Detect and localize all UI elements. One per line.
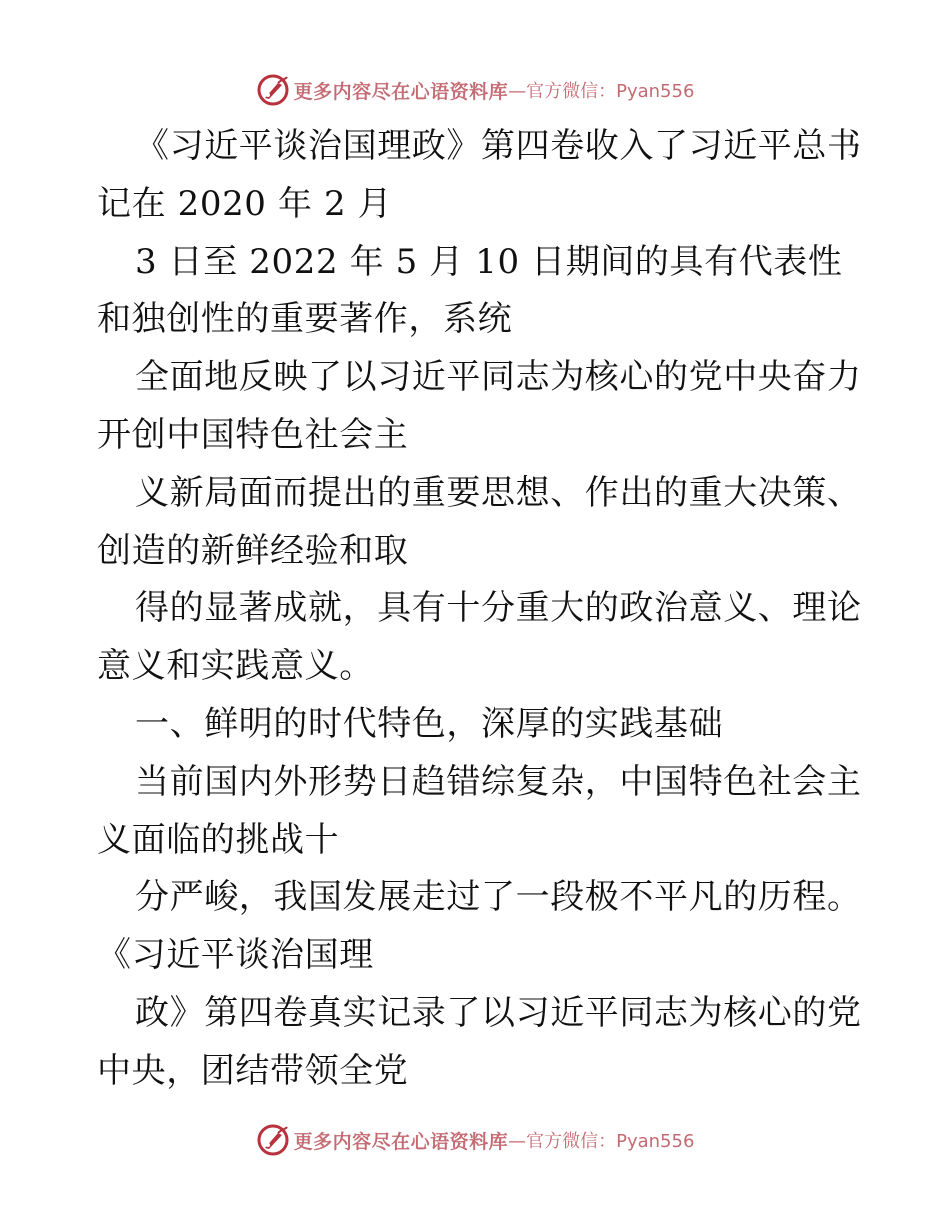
text-line: 分严峻，我国发展走过了一段极不平凡的历程。: [135, 877, 862, 918]
footer-subtext: —官方微信：Pyan556: [508, 1131, 695, 1152]
text-line: 政》第四卷真实记录了以习近平同志为核心的党: [135, 992, 862, 1033]
text-line: 意义和实践意义。: [97, 646, 374, 687]
text-line: 3 日至 2022 年 5 月 10 日期间的具有代表性: [135, 241, 843, 282]
document-body: [97, 118, 862, 1101]
header-text: 更多内容尽在心语资料库: [293, 80, 509, 103]
text-line: 开创中国特色社会主: [97, 414, 409, 455]
text-line: 义新局面而提出的重要思想、作出的重大决策、: [135, 472, 862, 513]
footer-text: 更多内容尽在心语资料库: [293, 1130, 509, 1153]
quill-logo-icon: [256, 73, 290, 107]
text-line: 《习近平谈治国理政》第四卷收入了习近平总书: [135, 126, 862, 166]
text-line: 《习近平谈治国理: [97, 935, 374, 976]
text-line: 义面临的挑战十: [97, 819, 340, 860]
text-line: 和独创性的重要著作，系统: [97, 299, 513, 340]
text-line: 创造的新鲜经验和取: [97, 530, 409, 571]
text-line: 一、鲜明的时代特色，深厚的实践基础: [135, 703, 724, 744]
text-line: 全面地反映了以习近平同志为核心的党中央奋力: [135, 357, 862, 398]
quill-logo-icon: [256, 1123, 290, 1157]
text-line: 当前国内外形势日趋错综复杂，中国特色社会主: [135, 761, 862, 802]
footer-banner: [0, 1120, 950, 1160]
text-line: 得的显著成就，具有十分重大的政治意义、理论: [135, 588, 862, 629]
text-line: 记在 2020 年 2 月: [97, 183, 393, 224]
header-banner: [0, 70, 950, 110]
header-subtext: —官方微信：Pyan556: [508, 81, 695, 102]
text-line: 中央，团结带领全党: [97, 1050, 409, 1091]
